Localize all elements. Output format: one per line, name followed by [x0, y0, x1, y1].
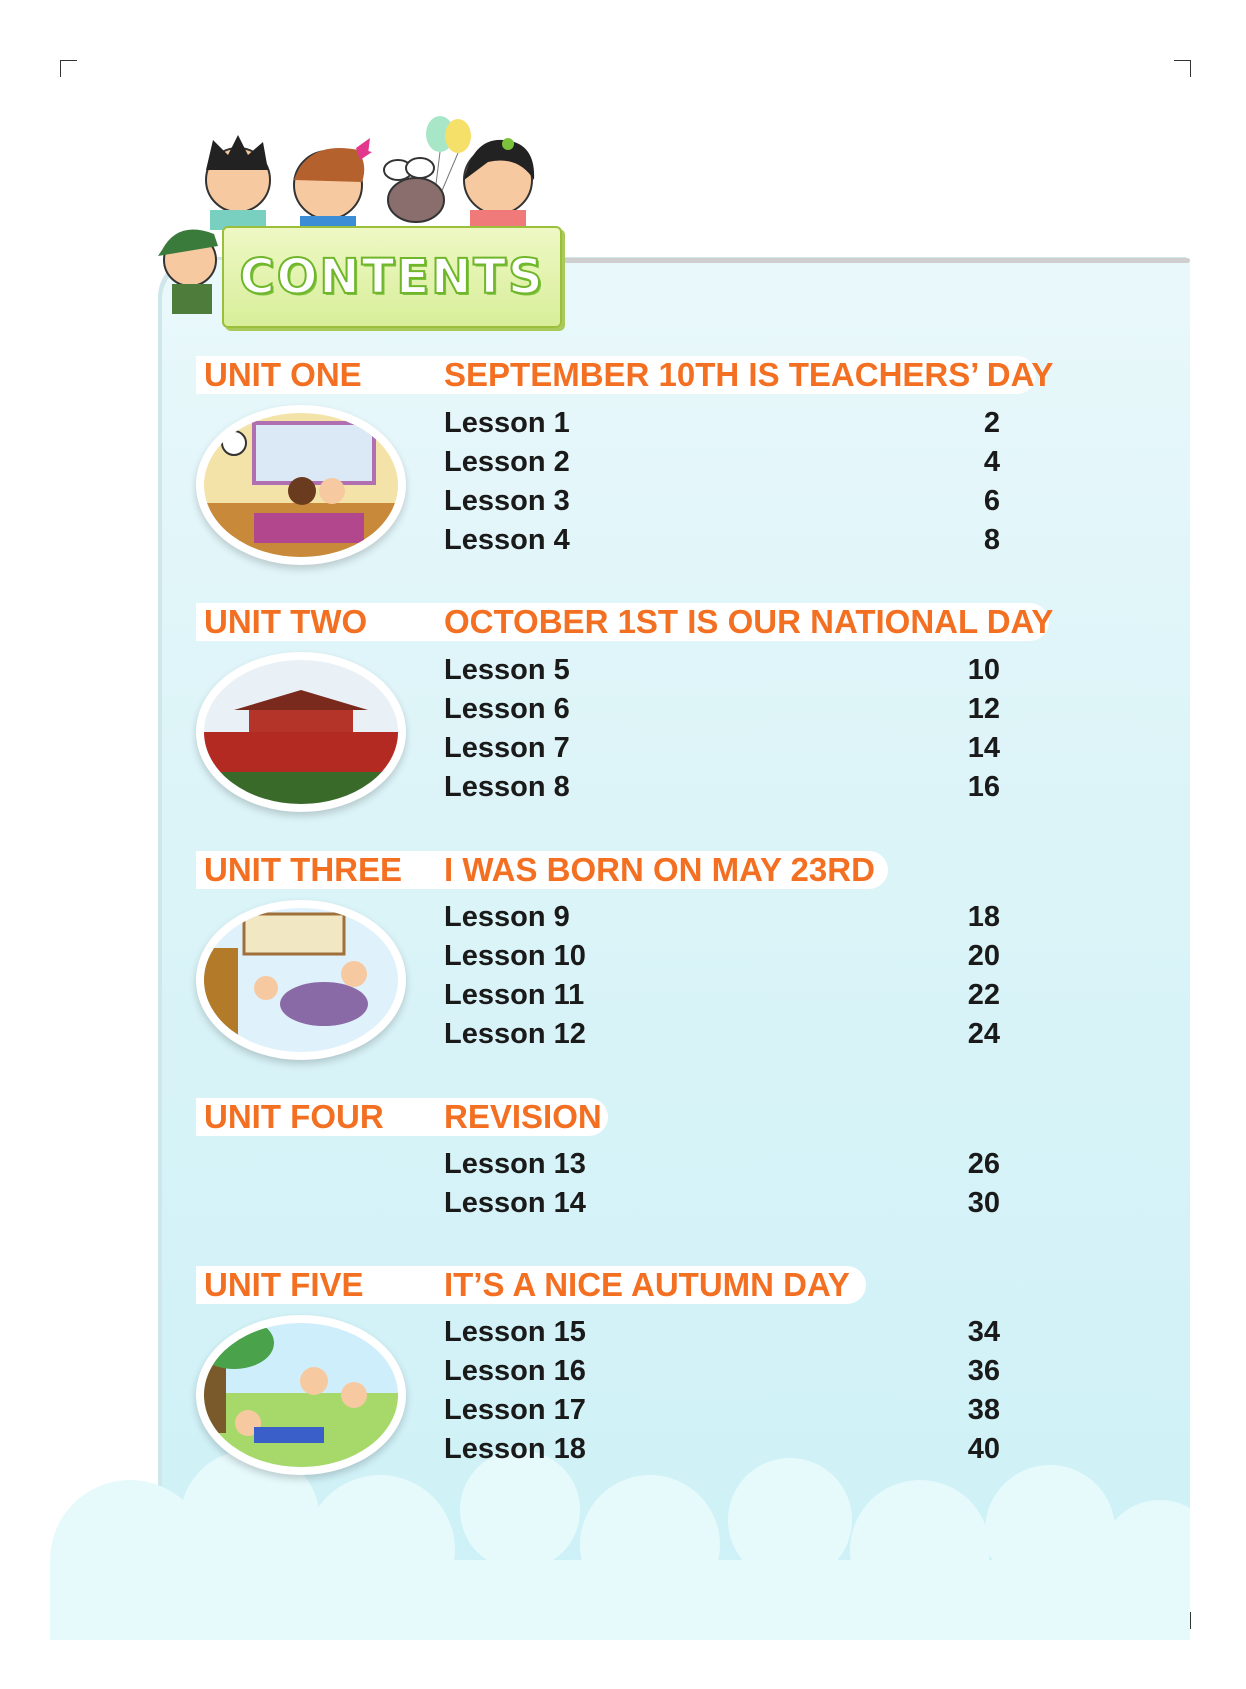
lesson-page: 30: [967, 1187, 1000, 1219]
lesson-page: 18: [967, 901, 1000, 933]
lesson-page: 14: [967, 732, 1000, 764]
lesson-title: Lesson 16: [444, 1355, 586, 1387]
unit-label: UNIT TWO: [204, 603, 368, 640]
crop-mark-top-left: [60, 60, 77, 77]
lesson-title: Lesson 5: [444, 654, 570, 686]
lesson-title: Lesson 11: [444, 979, 585, 1011]
lesson-page: 2: [983, 407, 1000, 439]
lesson-title: Lesson 14: [444, 1187, 586, 1219]
lesson-title: Lesson 7: [444, 732, 570, 764]
lesson-title: Lesson 3: [444, 485, 570, 517]
unit-name: SEPTEMBER 10TH IS TEACHERS’ DAY: [444, 356, 1054, 393]
unit-one-picture: [196, 405, 406, 565]
lesson-title: Lesson 6: [444, 693, 570, 725]
lesson-page: 24: [967, 1018, 1000, 1050]
unit-label: UNIT ONE: [204, 356, 362, 393]
contents-banner: [222, 226, 562, 328]
unit-name: OCTOBER 1ST IS OUR NATIONAL DAY: [444, 603, 1054, 640]
lesson-title: Lesson 13: [444, 1148, 586, 1180]
unit-two-picture: [196, 652, 406, 812]
unit-label: UNIT FIVE: [204, 1266, 364, 1303]
page-title: CONTENTS: [239, 249, 545, 305]
lesson-title: Lesson 15: [444, 1316, 586, 1348]
lesson-page: 10: [967, 654, 1000, 686]
living-room-scene-icon: [204, 908, 398, 1052]
lesson-title: Lesson 1: [444, 407, 570, 439]
lesson-title: Lesson 12: [444, 1018, 586, 1050]
clouds-decoration: [50, 1450, 1190, 1640]
unit-name: IT’S A NICE AUTUMN DAY: [444, 1266, 850, 1303]
lesson-page: 4: [983, 446, 1000, 478]
lesson-page: 22: [967, 979, 1000, 1011]
lesson-page: 8: [983, 524, 1000, 556]
lesson-page: 34: [967, 1316, 1000, 1348]
lesson-page: 16: [967, 771, 1000, 803]
lesson-page: 12: [967, 693, 1000, 725]
unit-five-picture: [196, 1315, 406, 1475]
unit-label: UNIT THREE: [204, 851, 402, 888]
lesson-title: Lesson 17: [444, 1394, 586, 1426]
lesson-page: 36: [967, 1355, 1000, 1387]
tiananmen-gate-icon: [204, 660, 398, 804]
lesson-page: 38: [967, 1394, 1000, 1426]
unit-label: UNIT FOUR: [204, 1098, 384, 1135]
classroom-scene-icon: [204, 413, 398, 557]
unit-three-picture: [196, 900, 406, 1060]
lesson-title: Lesson 9: [444, 901, 570, 933]
lesson-page: 26: [967, 1148, 1000, 1180]
unit-name: I WAS BORN ON MAY 23RD: [444, 851, 875, 888]
picnic-scene-icon: [204, 1323, 398, 1467]
lesson-page: 6: [983, 485, 1000, 517]
unit-name: REVISION: [444, 1098, 602, 1135]
lesson-title: Lesson 2: [444, 446, 570, 478]
lesson-page: 20: [967, 940, 1000, 972]
lesson-title: Lesson 10: [444, 940, 586, 972]
panel-top-line: [540, 258, 1190, 263]
lesson-title: Lesson 4: [444, 524, 570, 556]
crop-mark-top-right: [1174, 60, 1191, 77]
lesson-title: Lesson 18: [444, 1433, 586, 1465]
lesson-title: Lesson 8: [444, 771, 570, 803]
lesson-page: 40: [967, 1433, 1000, 1465]
